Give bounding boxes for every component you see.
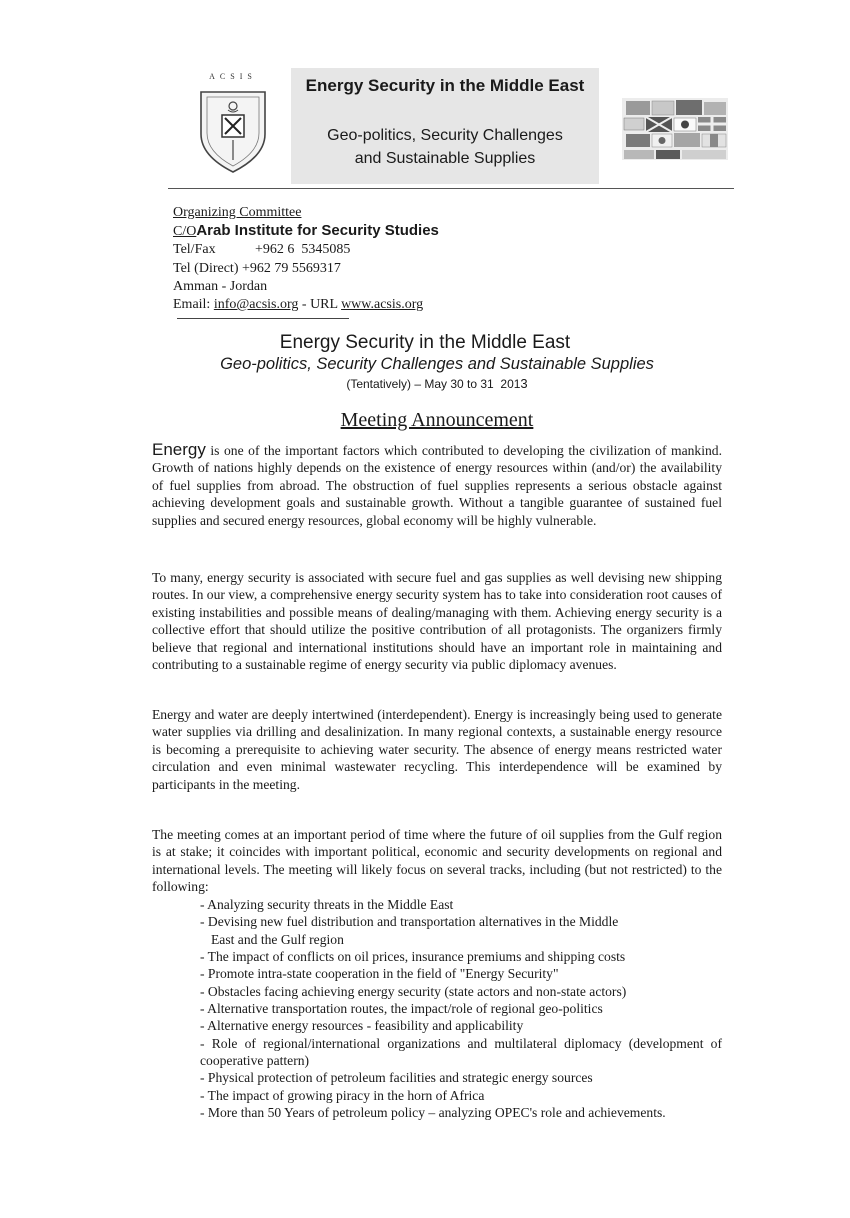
teldirect-label: Tel (Direct) [173, 260, 239, 276]
acsis-logo [195, 72, 271, 172]
telfax-value: +962 6 5345085 [255, 242, 351, 258]
paragraph-2: To many, energy security is associated with secure fuel and gas supplies as well devising new shipping routes. In our view, a comprehensive energy security system has to take into consideration root causes of existing instabilities and possible means of dealing/managing with them. Achieving energy security is a collective effort that should utilize the positive contribution of all protagonists. The organizers firmly believe that regional and international institutions should have an important role in maintaining and contributing to a sustainable regime of energy security via public diplomacy avenues. [152, 570, 722, 673]
care-of-label: C/O [173, 224, 197, 240]
url-label: - URL [298, 297, 338, 313]
telfax-label: Tel/Fax [173, 242, 216, 258]
banner-subtitle-line2: and Sustainable Supplies [354, 150, 536, 167]
list-item: - Obstacles facing achieving energy security (state actors and non-state actors) [200, 983, 627, 999]
list-item-continuation: East and the Gulf region [211, 931, 344, 947]
email-url-line [173, 296, 439, 314]
email-link[interactable]: info@acsis.org [213, 297, 299, 313]
committee-heading: Organizing Committee [173, 205, 302, 220]
list-item: - Alternative transportation routes, the impact/role of regional geo-politics [200, 1001, 603, 1017]
page-title: Energy Security in the Middle East [279, 332, 571, 353]
focus-tracks-list [200, 896, 722, 1121]
paragraph-4: The meeting comes at an important period of time where the future of oil supplies from the Gulf region is at stake; it coincides with important political, economic and security developments on regional and international levels. The meeting will likely focus on several tracks, including (but not restricted) to the following: [152, 827, 722, 895]
paragraph-3: Energy and water are deeply intertwined (interdependent). Energy is increasingly being used to generate water supplies via drilling and desalinization. In many regional contexts, a sustainable energy resource is becoming a prerequisite to achieving water security. The absence of energy means restricted water circulation and even minimal wastewater recycling. This interdependence will be examined by participants in the meeting. [152, 707, 722, 792]
list-item: - Analyzing security threats in the Middle East [200, 897, 454, 912]
banner-title: Energy Security in the Middle East [305, 76, 585, 95]
list-item: - Role of regional/international organizations and multilateral diplomacy (development of cooperative pattern) [200, 1035, 722, 1069]
announcement-heading: Meeting Announcement [340, 409, 534, 431]
url-link[interactable]: www.acsis.org [341, 297, 424, 313]
city-line: Amman - Jordan [173, 278, 268, 294]
banner-subtitle [291, 124, 599, 170]
dates-text: (Tentatively) – May 30 to 31 201 [346, 377, 521, 391]
list-item: - Devising new fuel distribution and transportation alternatives in the Middle [200, 914, 619, 930]
paragraph-1 [152, 441, 722, 529]
teldirect-value: +962 79 5569317 [241, 260, 341, 276]
committee-institute-line [173, 222, 439, 241]
contact-divider [177, 318, 349, 319]
logo-text: ACSIS [209, 72, 257, 81]
page-subtitle: Geo-politics, Security Challenges and Sustainable Supplies [220, 355, 654, 373]
list-item: - The impact of conflicts on oil prices, insurance premiums and shipping costs [200, 949, 626, 965]
meeting-dates [0, 376, 850, 391]
list-item: - More than 50 Years of petroleum policy – analyzing OPEC's role and achievements. [200, 1105, 666, 1121]
list-item: - Alternative energy resources - feasibility and applicability [200, 1018, 524, 1034]
paragraph-1-first-word: Energy [152, 440, 206, 459]
list-item: - Promote intra-state cooperation in the field of "Energy Security" [200, 966, 559, 982]
organizing-committee [173, 204, 439, 314]
email-label: Email: [173, 297, 211, 313]
teldirect-line [173, 260, 439, 278]
flags-collage-image [622, 98, 728, 160]
paragraph-1-text: is one of the important factors which contributed to developing the civilization of mankind. Growth of nations highly depends on the existence of energy resources within (and/or) the availability of fuel supplies from abroad. The obstruction of fuel supplies represents a serious obstacle against achieving development goals and sustainable growth. Without a tangible guarantee of sustained fuel supplies and secured energy resources, global economy will be highly vulnerable. [152, 443, 722, 528]
institute-name: Arab Institute for Security Studies [196, 222, 439, 240]
banner-subtitle-line1: Geo-politics, Security Challenges [327, 127, 563, 144]
shield-icon [195, 84, 271, 174]
header-divider [168, 188, 734, 189]
dates-year-digit: 3 [520, 376, 528, 391]
telfax-line [173, 241, 439, 259]
list-item: - Physical protection of petroleum facilities and strategic energy sources [200, 1070, 593, 1086]
list-item: - The impact of growing piracy in the horn of Africa [200, 1087, 485, 1103]
header-banner [291, 68, 599, 184]
